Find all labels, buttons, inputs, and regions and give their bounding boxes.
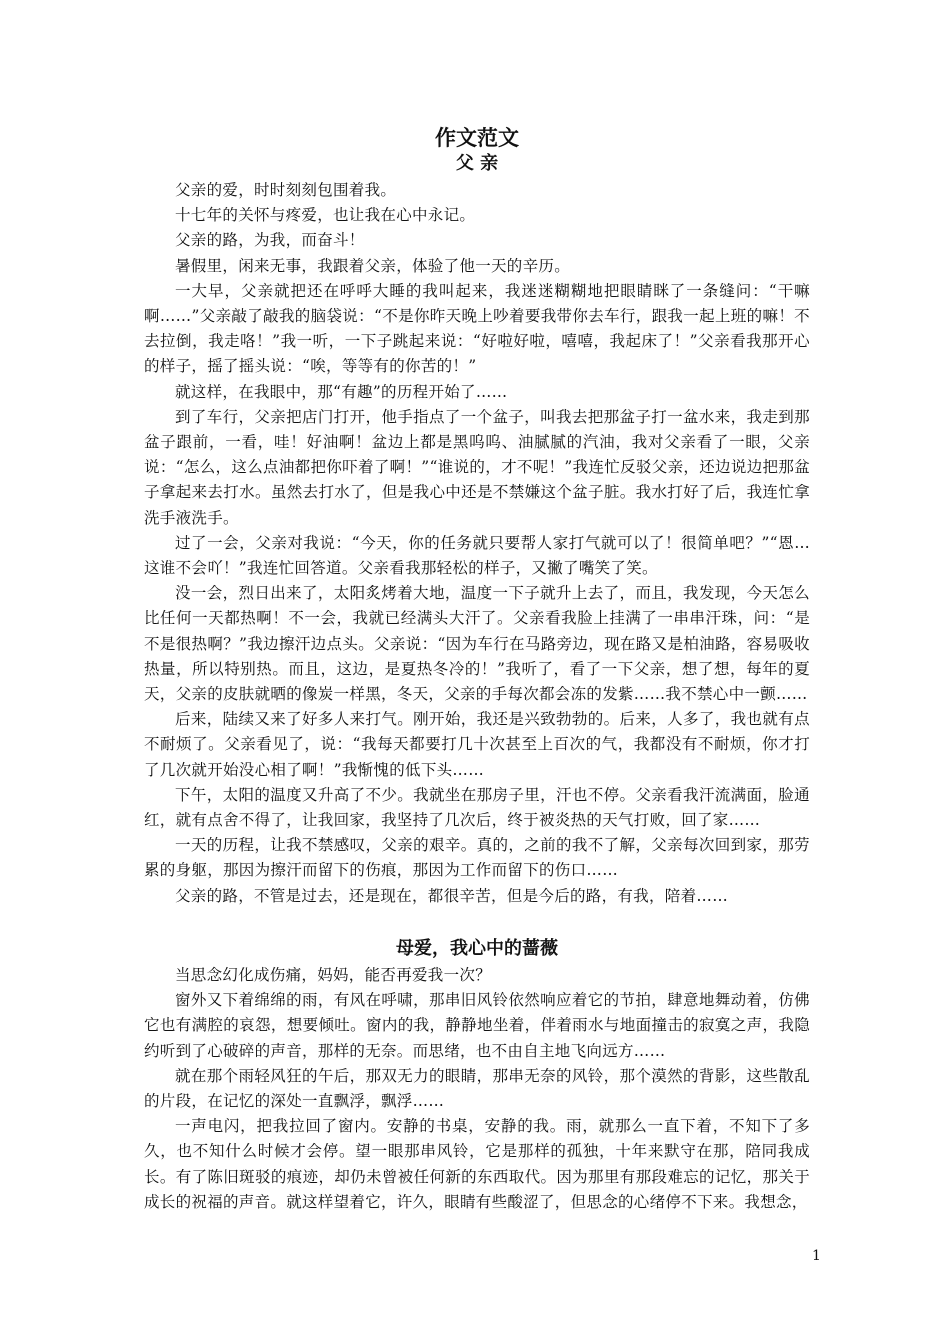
paragraph: 一天的历程，让我不禁感叹，父亲的艰辛。真的，之前的我不了解，父亲每次回到家，那劳累的身躯，那因为擦汗而留下的伤痕，那因为工作而留下的伤口…… <box>144 836 810 880</box>
paragraph: 一声电闪，把我拉回了窗内。安静的书桌，安静的我。雨，就那么一直下着，不知下了多久，也不知什么时候才会停。望一眼那串风铃，它是那样的孤独，十年来默守在那，陪同我成长。有了陈旧斑驳的痕迹，却仍未曾被任何新的东西取代。因为那里有那段难忘的记忆，那关于成长的祝福的声音。就这样望着它，许久，眼睛有些酸涩了，但思念的心绪停不下来。我想念， <box>144 1117 810 1211</box>
paragraph: 十七年的关怀与疼爱，也让我在心中永记。 <box>175 206 476 225</box>
paragraph: 当思念幻化成伤痛，妈妈，能否再爱我一次？ <box>175 965 492 984</box>
paragraph: 就这样，在我眼中，那“有趣”的历程开始了…… <box>175 382 508 401</box>
essay-father <box>144 152 810 909</box>
paragraph: 父亲的路，不管是过去，还是现在，都很辛苦，但是今后的路，有我，陪着…… <box>175 886 729 905</box>
essay-title: 母爱，我心中的蔷薇 <box>396 937 558 959</box>
document-title: 作文范文 <box>435 125 519 150</box>
essay-mother-love <box>144 937 810 1215</box>
essay-title: 父 亲 <box>455 153 499 174</box>
paragraph: 到了车行，父亲把店门打开，他手指点了一个盆子，叫我去把那盆子打一盆水来，我走到那盆子跟前，一看，哇！好油啊！盆边上都是黑呜呜、油腻腻的汽油，我对父亲看了一眼，父亲说：“怎么，这么点油都把你吓着了啊！”“谁说的，才不呢！”我连忙反驳父亲，还边说边把那盆子拿起来去打水。虽然去打水了，但是我心中还是不禁嫌这个盆子脏。我水打好了后，我连忙拿洗手液洗手。 <box>144 407 810 527</box>
page-number: 1 <box>812 1248 821 1264</box>
paragraph: 过了一会，父亲对我说：“今天，你的任务就只要帮人家打气就可以了！很简单吧？”“恩…这谁不会吖！”我连忙回答道。父亲看我那轻松的样子，又撇了嘴笑了笑。 <box>144 533 810 578</box>
paragraph: 后来，陆续又来了好多人来打气。刚开始，我还是兴致勃勃的。后来，人多了，我也就有点不耐烦了。父亲看见了，说：“我每天都要打几十次甚至上百次的气，我都没有不耐烦，你才打了几次就开始没心相了啊！”我惭愧的低下头…… <box>144 710 810 779</box>
paragraph: 一大早，父亲就把还在呼呼大睡的我叫起来，我迷迷糊糊地把眼睛眯了一条缝问：“干嘛啊……”父亲敲了敲我的脑袋说：“不是你昨天晚上吵着要我带你去车行，跟我一起上班的嘛！不去拉倒，我走咯！”我一听，一下子跳起来说：“好啦好啦，嘻嘻，我起床了！”父亲看我那开心的样子，摇了摇头说：“唉，等等有的你苦的！” <box>144 281 810 376</box>
paragraph: 窗外又下着绵绵的雨，有风在呼啸，那串旧风铃依然响应着它的节拍，肆意地舞动着，仿佛它也有满腔的哀怨，想要倾吐。窗内的我，静静地坐着，伴着雨水与地面撞击的寂寞之声，我隐约听到了心破碎的声音，那样的无奈。而思绪，也不由自主地飞向远方…… <box>144 991 810 1060</box>
paragraph: 父亲的路，为我，而奋斗！ <box>175 231 365 250</box>
paragraph: 下午，太阳的温度又升高了不少。我就坐在那房子里，汗也不停。父亲看我汗流满面，脸通红，就有点舍不得了，让我回家，我坚持了几次后，终于被炎热的天气打败，回了家…… <box>144 785 810 830</box>
paragraph: 没一会，烈日出来了，太阳炙烤着大地，温度一下子就升上去了，而且，我发现，今天怎么比任何一天都热啊！不一会，我就已经满头大汗了。父亲看我脸上挂满了一串串汗珠，问：“是不是很热啊？”我边擦汗边点头。父亲说：“因为车行在马路旁边，现在路又是柏油路，容易吸收热量，所以特别热。而且，这边，是夏热冬冷的！”我听了，看了一下父亲，想了想，每年的夏天，父亲的皮肤就晒的像炭一样黑，冬天，父亲的手每次都会冻的发紫……我不禁心中一颤…… <box>144 584 810 704</box>
paragraph: 就在那个雨轻风狂的午后，那双无力的眼睛，那串无奈的风铃，那个漠然的背影，这些散乱的片段，在记忆的深处一直飘浮，飘浮…… <box>144 1066 810 1110</box>
paragraph: 父亲的爱，时时刻刻包围着我。 <box>175 181 397 199</box>
paragraph: 暑假里，闲来无事，我跟着父亲，体验了他一天的辛历。 <box>175 256 571 275</box>
page-content <box>144 124 810 1215</box>
